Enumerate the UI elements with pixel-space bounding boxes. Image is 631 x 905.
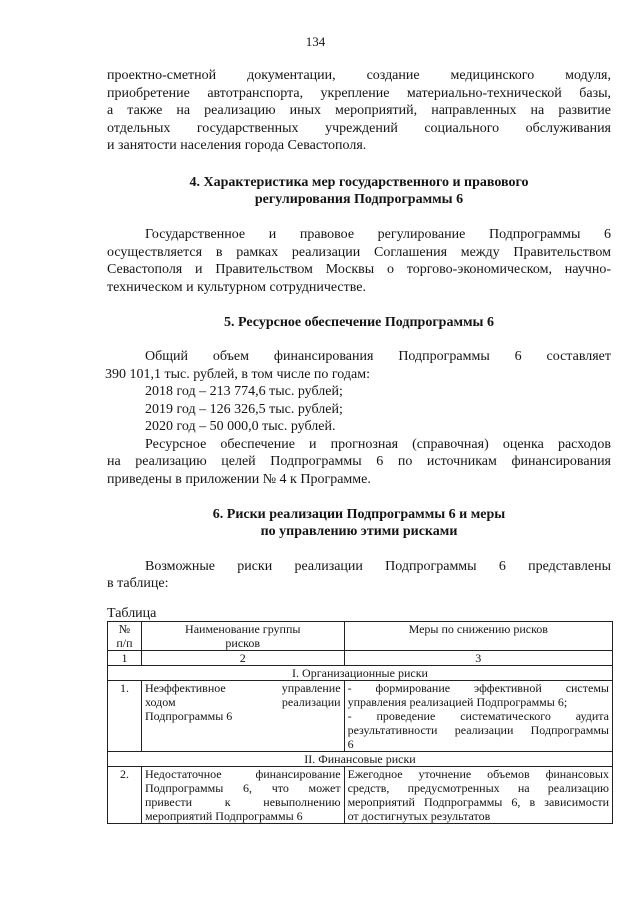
section4-title-line-1: 4. Характеристика мер государственного и правового xyxy=(189,175,529,190)
intro-line-4: отдельных государственных учреждений социального обслуживания xyxy=(107,121,611,136)
row1-risk-line-1: Неэффективное управление xyxy=(144,681,341,695)
row2-risk xyxy=(141,767,344,824)
header-group-line-2: рисков xyxy=(225,636,261,650)
intro-line-2: приобретение автотранспорта, укрепление материально-технической базы, xyxy=(107,86,611,101)
table-row xyxy=(108,681,613,752)
row1-measure-line-1: - формирование эффективной системы xyxy=(347,681,609,695)
section6-title-line-2: по управлению этими рисками xyxy=(260,524,458,539)
group-row-organizational xyxy=(108,666,613,681)
row1-risk xyxy=(141,681,344,752)
row2-risk-line-2: Подпрограммы 6, что может xyxy=(144,781,341,795)
section4-line-2: осуществляется в рамках реализации Соглашения между Правительством xyxy=(107,245,611,260)
header-measures: Меры по снижению рисков xyxy=(344,622,612,651)
intro-line-5: и занятости населения города Севастополя. xyxy=(107,138,367,153)
row2-measure-line-1: Ежегодное уточнение объемов финансовых xyxy=(347,767,609,781)
section5-year-2020: 2020 год – 50 000,0 тыс. рублей. xyxy=(145,419,336,434)
intro-line-3: а также на реализацию иных мероприятий, направленных на развитие xyxy=(107,103,611,118)
row1-num: 1. xyxy=(108,681,142,752)
row1-measure-line-5: 6 xyxy=(347,737,354,751)
section5-closing-line-1: Ресурсное обеспечение и прогнозная (справочная) оценка расходов xyxy=(145,437,611,452)
header-num xyxy=(108,622,142,651)
row2-measure-line-4: от достигнутых результатов xyxy=(347,809,491,823)
row2-measure-line-2: средств, предусмотренных на реализацию xyxy=(347,781,609,795)
index-cell-3: 3 xyxy=(344,651,612,666)
section4-line-3: Севастополя и Правительством Москвы о торгово-экономическом, научно- xyxy=(107,262,611,277)
row2-num: 2. xyxy=(108,767,142,824)
row2-risk-line-3: привести к невыполнению xyxy=(144,795,341,809)
header-group xyxy=(141,622,344,651)
section5-line-2: 390 101,1 тыс. рублей, в том числе по годам: xyxy=(105,367,370,382)
risks-table xyxy=(107,621,613,824)
group-row-financial xyxy=(108,752,613,767)
index-cell-2: 2 xyxy=(141,651,344,666)
section5-year-2019: 2019 год – 126 326,5 тыс. рублей; xyxy=(145,402,343,417)
section6-line-2: в таблице: xyxy=(107,576,169,591)
row1-measure-line-2: управления реализацией Подпрограммы 6; xyxy=(347,695,568,709)
section4-line-4: техническом и культурном сотрудничестве. xyxy=(107,280,367,295)
row1-measure-line-4: результативности реализации Подпрограммы xyxy=(347,723,609,737)
row2-measure-line-3: мероприятий Подпрограммы 6, в зависимости xyxy=(347,795,609,809)
section4-line-1: Государственное и правовое регулирование Подпрограммы 6 xyxy=(145,227,611,242)
table-caption: Таблица xyxy=(107,606,157,621)
section5-closing-line-3: приведены в приложении № 4 к Программе. xyxy=(107,472,371,487)
row1-measure-line-3: - проведение систематического аудита xyxy=(347,709,609,723)
section5-title: 5. Ресурсное обеспечение Подпрограммы 6 xyxy=(224,315,494,330)
page-number: 134 xyxy=(305,34,326,49)
row1-risk-line-3: Подпрограммы 6 xyxy=(144,709,233,723)
table-row xyxy=(108,767,613,824)
header-num-line-2: п/п xyxy=(116,636,133,650)
header-group-line-1: Наименование группы xyxy=(185,622,301,636)
index-cell-1: 1 xyxy=(108,651,142,666)
section4-title-line-2: регулирования Подпрограммы 6 xyxy=(254,192,464,207)
row2-risk-line-1: Недостаточное финансирование xyxy=(144,767,341,781)
section6-title-line-1: 6. Риски реализации Подпрограммы 6 и меры xyxy=(212,507,506,522)
group-title-organizational: I. Организационные риски xyxy=(108,666,613,681)
section5-line-1: Общий объем финансирования Подпрограммы 6 составляет xyxy=(145,349,611,364)
header-num-line-1: № xyxy=(118,622,131,636)
row2-measures xyxy=(344,767,612,824)
row1-risk-line-2: ходом реализации xyxy=(144,695,341,709)
table-header-row xyxy=(108,622,613,651)
table-index-row xyxy=(108,651,613,666)
section6-line-1: Возможные риски реализации Подпрограммы 6 представлены xyxy=(145,559,611,574)
row1-measures xyxy=(344,681,612,752)
section5-closing-line-2: на реализацию целей Подпрограммы 6 по источникам финансирования xyxy=(107,454,611,469)
row2-risk-line-4: мероприятий Подпрограммы 6 xyxy=(144,809,303,823)
section5-year-2018: 2018 год – 213 774,6 тыс. рублей; xyxy=(145,384,343,399)
group-title-financial: II. Финансовые риски xyxy=(108,752,613,767)
intro-line-1: проектно-сметной документации, создание медицинского модуля, xyxy=(107,68,611,83)
